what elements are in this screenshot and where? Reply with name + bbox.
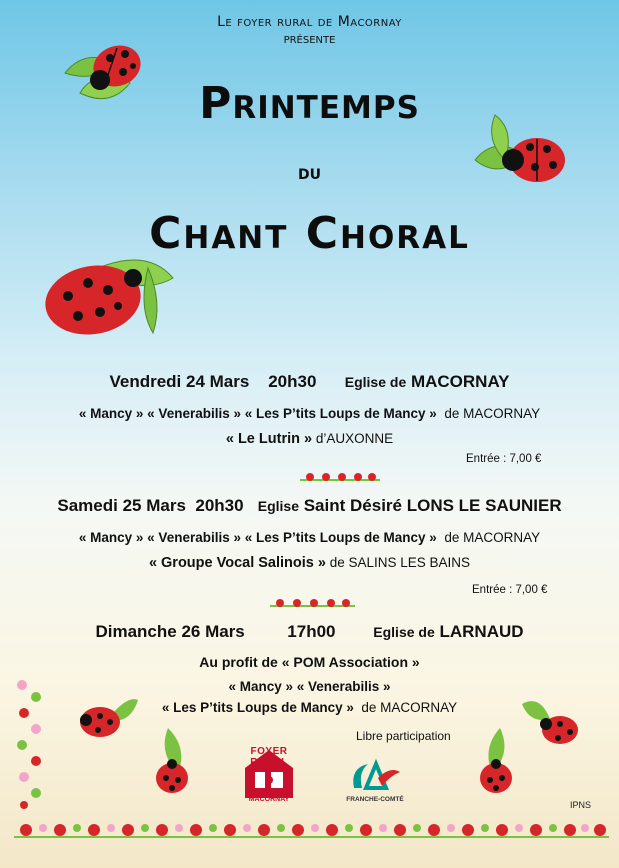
event-3-choirs-2-origin: de MACORNAY bbox=[361, 700, 458, 715]
event-2-day: Samedi 25 Mars bbox=[57, 496, 186, 515]
foyer-rural-logo-top-text: FOYER RURAL bbox=[250, 746, 288, 768]
event-1-choirs-2-origin: d’AUXONNE bbox=[315, 431, 394, 446]
flower-border-icon-bottom bbox=[14, 818, 609, 844]
title-du: du bbox=[298, 160, 321, 184]
event-3-time: 17h00 bbox=[287, 622, 336, 641]
event-3-choirs-2-names: « Les P’tits Loups de Mancy » bbox=[161, 700, 354, 715]
event-2-choirs-2 bbox=[0, 555, 619, 571]
event-3-benefit-text: Au profit de « POM Association » bbox=[199, 654, 420, 670]
event-2-time: 20h30 bbox=[195, 496, 244, 515]
event-1-choirs-1 bbox=[0, 406, 619, 421]
event-2-entry: Entrée : 7,00 € bbox=[472, 584, 548, 596]
foyer-rural-logo-bottom-text: MACORNAY bbox=[248, 796, 290, 803]
ladybug-icon-bottom-mid-left bbox=[148, 728, 200, 798]
credit-agricole-logo bbox=[342, 758, 408, 808]
flower-border-icon-left bbox=[14, 675, 46, 810]
event-3-place-prefix: Eglise de bbox=[373, 624, 435, 640]
presente-line: présente bbox=[283, 31, 336, 47]
ladybug-icon-bottom-left bbox=[72, 690, 140, 742]
title-chant-choral: Chant Choral bbox=[149, 208, 470, 259]
event-2-choirs-1-names: « Mancy » « Venerabilis » « Les P’tits Loups de Mancy » bbox=[78, 530, 437, 545]
title-printemps: Printemps bbox=[199, 78, 420, 129]
presenter-line: Le foyer rural de Macornay bbox=[217, 14, 402, 30]
event-1-day: Vendredi 24 Mars bbox=[109, 372, 250, 391]
event-2-choirs-2-origin: de SALINS LES BAINS bbox=[329, 555, 471, 570]
event-1-place: MACORNAY bbox=[410, 372, 510, 391]
ladybug-icon-bottom-mid-right bbox=[470, 728, 522, 798]
ladybug-divider-icon bbox=[300, 470, 380, 482]
event-3-header bbox=[0, 622, 619, 642]
event-2-place-prefix: Eglise bbox=[257, 498, 299, 514]
event-1-entry: Entrée : 7,00 € bbox=[466, 453, 542, 465]
event-2-header bbox=[0, 496, 619, 516]
event-1-place-prefix: Eglise de bbox=[344, 374, 407, 390]
ladybug-divider-icon bbox=[270, 596, 355, 608]
event-3-benefit bbox=[0, 654, 619, 670]
event-3-day: Dimanche 26 Mars bbox=[95, 622, 245, 641]
event-1-header bbox=[0, 372, 619, 392]
event-2-choirs-1 bbox=[0, 530, 619, 545]
event-3-entry: Libre participation bbox=[356, 729, 451, 743]
event-1-choirs-2 bbox=[0, 431, 619, 447]
credit-agricole-region: FRANCHE-COMTÉ bbox=[346, 796, 404, 803]
event-1-choirs-1-names: « Mancy » « Venerabilis » « Les P’tits Loups de Mancy » bbox=[78, 406, 437, 421]
event-1-choirs-2-names: « Le Lutrin » bbox=[225, 431, 313, 447]
foyer-rural-logo bbox=[235, 742, 303, 808]
ladybug-leaf-icon-top-left bbox=[55, 28, 155, 118]
ladybug-icon-bottom-right bbox=[520, 694, 582, 754]
event-2-place: Saint Désiré LONS LE SAUNIER bbox=[303, 496, 562, 515]
ladybug-leaf-icon-left bbox=[38, 248, 178, 348]
event-1-choirs-1-origin: de MACORNAY bbox=[444, 406, 541, 421]
ladybug-leaf-icon-top-right bbox=[465, 105, 575, 200]
credit-agricole-emblem-icon bbox=[342, 758, 408, 794]
ipns-label: IPNS bbox=[570, 800, 592, 810]
event-2-choirs-2-names: « Groupe Vocal Salinois » bbox=[148, 555, 326, 571]
event-2-choirs-1-origin: de MACORNAY bbox=[444, 530, 541, 545]
event-3-place: LARNAUD bbox=[439, 622, 524, 641]
event-1-time: 20h30 bbox=[268, 372, 317, 391]
event-3-choirs-1-names: « Mancy » « Venerabilis » bbox=[228, 679, 391, 694]
